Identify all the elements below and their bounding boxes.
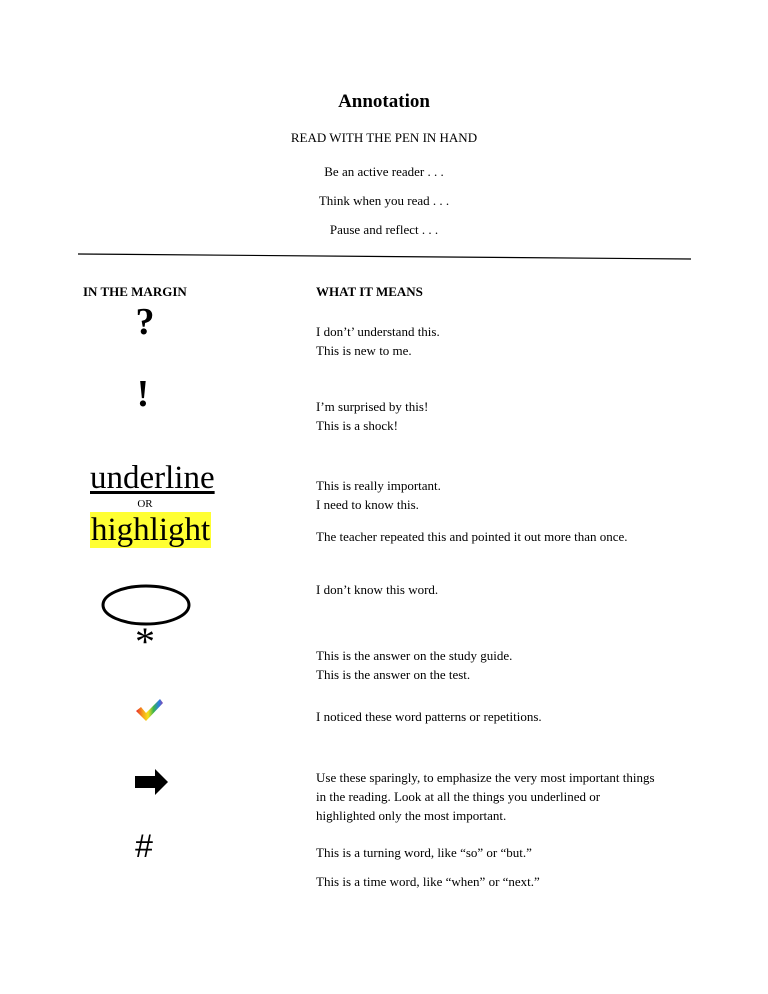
checkmark-icon bbox=[134, 697, 164, 723]
meaning-highlight-1: The teacher repeated this and pointed it out more than once. bbox=[316, 529, 628, 544]
meaning-hash-2: This is a time word, like “when” or “next.” bbox=[316, 874, 540, 889]
meaning-check-1: I noticed these word patterns or repetitions. bbox=[316, 709, 542, 724]
question-mark-symbol: ? bbox=[135, 301, 155, 343]
meaning-underline-1: This is really important. bbox=[316, 478, 441, 493]
arrow-right-icon bbox=[135, 768, 169, 796]
intro-line-2: Be an active reader . . . bbox=[324, 164, 444, 179]
exclamation-symbol: ! bbox=[136, 373, 150, 415]
meaning-arrow-2: in the reading. Look at all the things you underlined or bbox=[316, 789, 601, 804]
meaning-circle-1: I don’t know this word. bbox=[316, 582, 439, 597]
meaning-arrow-1: Use these sparingly, to emphasize the very most important things bbox=[316, 770, 655, 785]
meaning-exclaim-2: This is a shock! bbox=[316, 418, 398, 433]
underline-symbol: underline bbox=[90, 460, 215, 496]
or-label: OR bbox=[137, 498, 153, 510]
meaning-exclaim-1: I’m surprised by this! bbox=[316, 399, 429, 414]
divider-rule bbox=[78, 252, 691, 262]
column-header-margin: IN THE MARGIN bbox=[83, 284, 187, 299]
meaning-arrow-3: highlighted only the most important. bbox=[316, 808, 507, 823]
intro-line-3: Think when you read . . . bbox=[318, 193, 450, 208]
asterisk-symbol: * bbox=[135, 619, 155, 664]
column-header-meaning: WHAT IT MEANS bbox=[316, 284, 423, 299]
page-title: Annotation bbox=[338, 91, 430, 112]
meaning-underline-2: I need to know this. bbox=[316, 497, 419, 512]
intro-line-1: READ WITH THE PEN IN HAND bbox=[290, 130, 478, 145]
meaning-question-2: This is new to me. bbox=[316, 343, 412, 358]
meaning-asterisk-1: This is the answer on the study guide. bbox=[316, 648, 513, 663]
highlight-symbol: highlight bbox=[91, 512, 211, 548]
hash-symbol: # bbox=[135, 828, 153, 864]
meaning-asterisk-2: This is the answer on the test. bbox=[316, 667, 471, 682]
intro-line-4: Pause and reflect . . . bbox=[329, 222, 439, 237]
meaning-hash-1: This is a turning word, like “so” or “but.” bbox=[316, 845, 532, 860]
meaning-question-1: I don’t’ understand this. bbox=[316, 324, 440, 339]
